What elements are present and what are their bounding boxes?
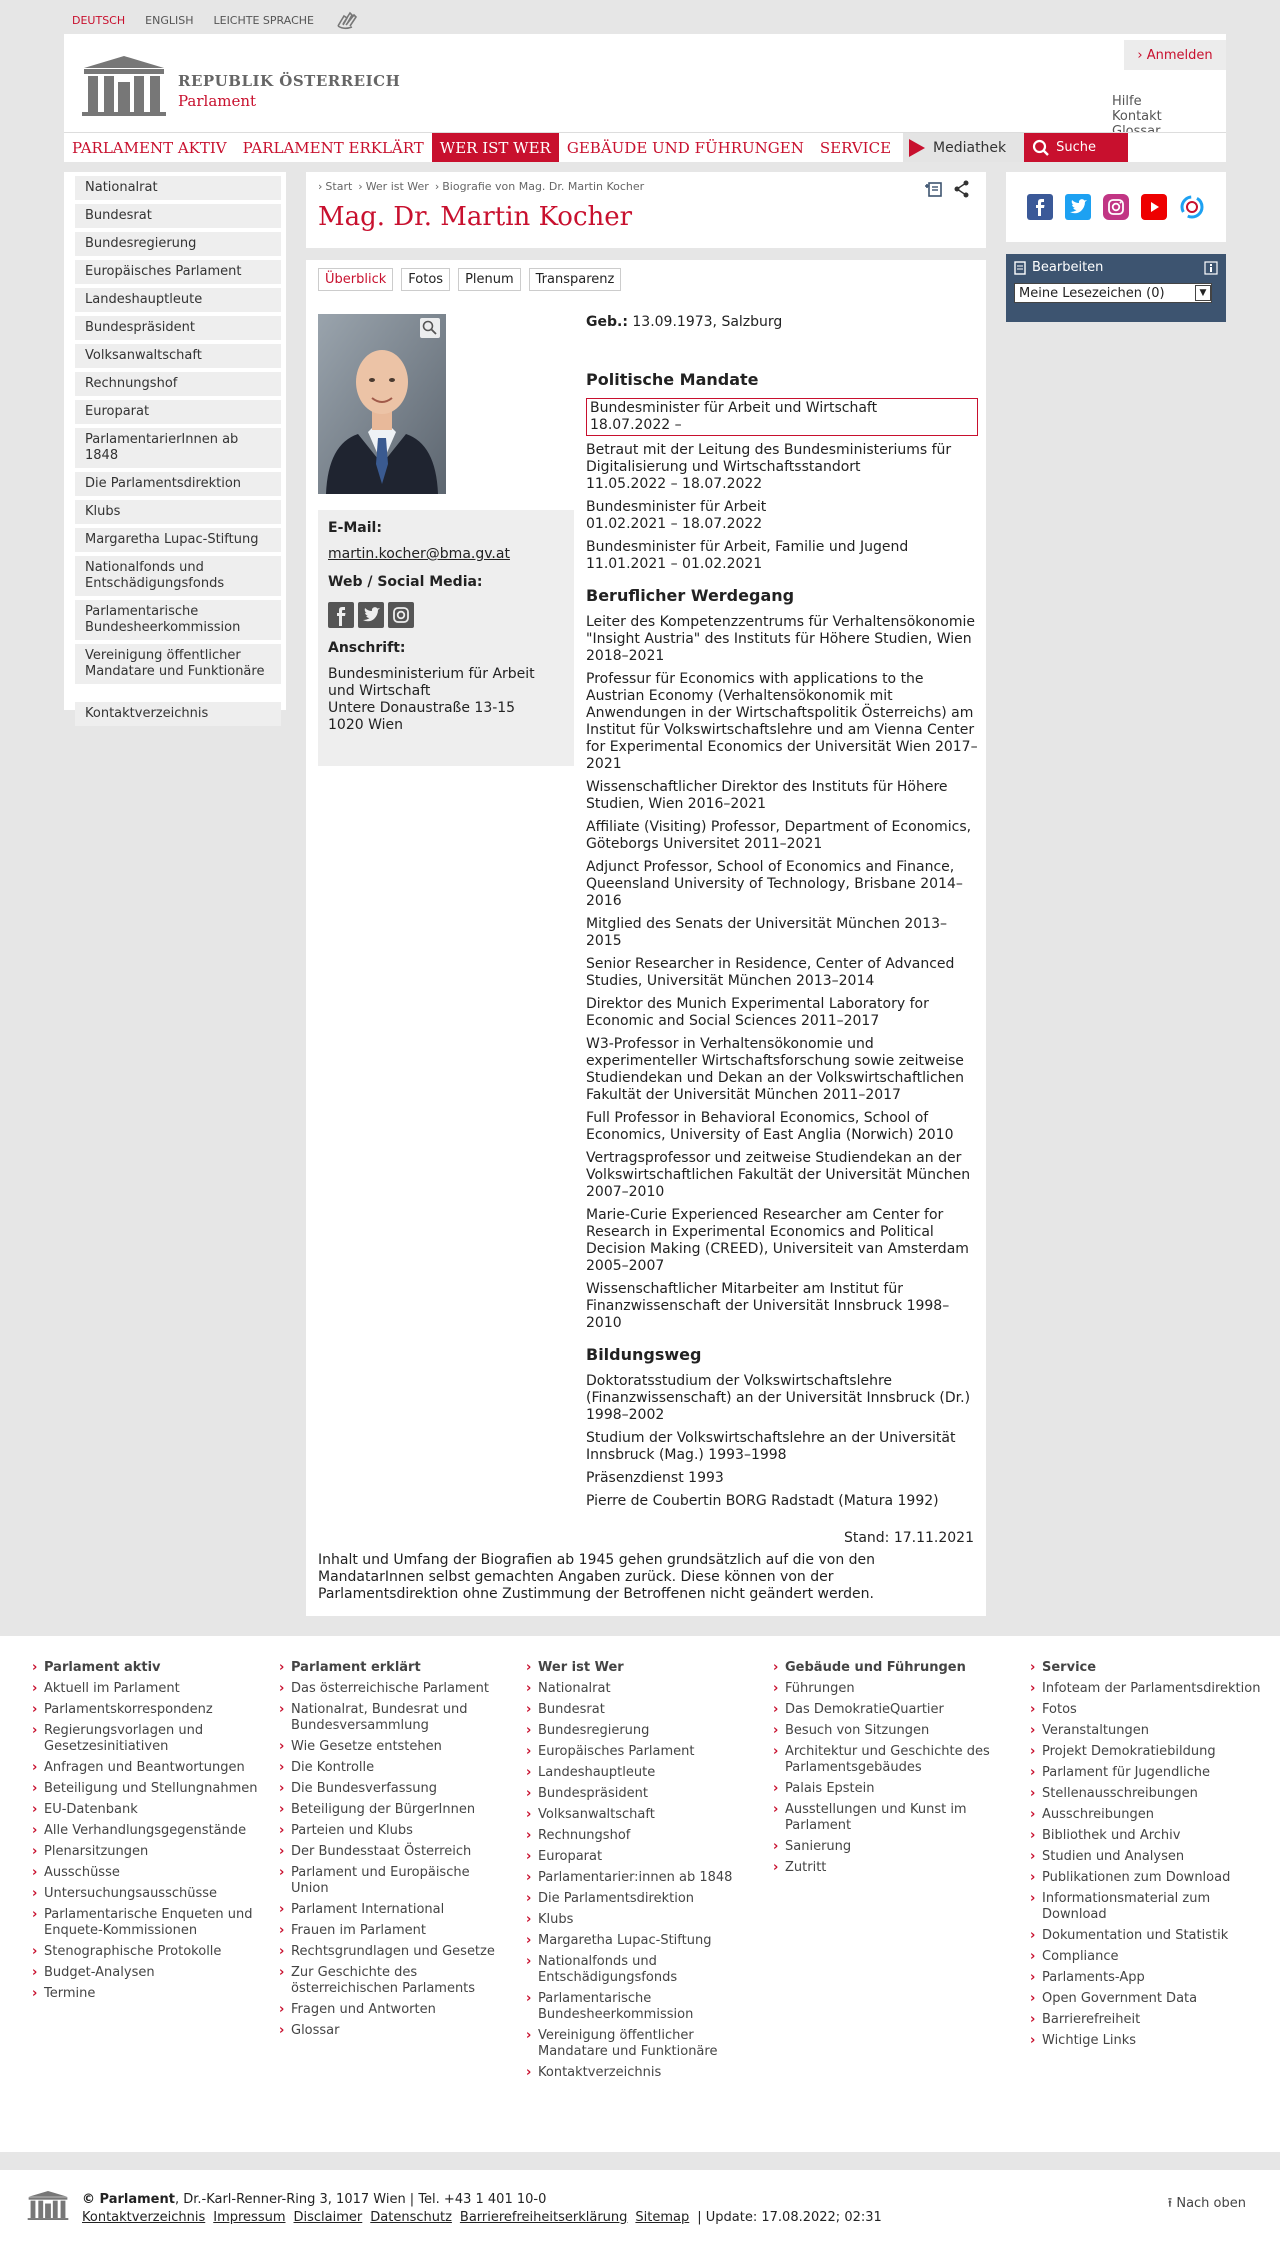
- twitter-icon[interactable]: [1065, 194, 1091, 220]
- chevron-down-icon: ▼: [1195, 285, 1211, 301]
- breadcrumb-wer-ist-wer[interactable]: › Wer ist Wer: [358, 180, 429, 193]
- footer-link[interactable]: › Studien und Analysen: [1042, 1849, 1262, 1865]
- footer-link[interactable]: › Bibliothek und Archiv: [1042, 1828, 1262, 1844]
- footer-link[interactable]: › Der Bundesstaat Österreich: [291, 1844, 511, 1860]
- update-info: | Update: 17.08.2022; 02:31: [697, 2210, 882, 2225]
- play-icon: [909, 139, 925, 157]
- link-sitemap[interactable]: Sitemap: [635, 2210, 690, 2225]
- footer-link[interactable]: › Margaretha Lupac-Stiftung: [538, 1933, 758, 1949]
- footer-heading[interactable]: › Service: [1042, 1660, 1262, 1675]
- footer-link[interactable]: › Zur Geschichte des österreichischen Parlaments: [291, 1965, 511, 1997]
- breadcrumb: [318, 180, 644, 193]
- info-icon[interactable]: [1204, 261, 1218, 275]
- footer-link[interactable]: › Stellenausschreibungen: [1042, 1786, 1262, 1802]
- logo-line-1: REPUBLIK ÖSTERREICH: [178, 72, 401, 90]
- footer-column-service: [1042, 1660, 1262, 2054]
- footer-link[interactable]: › Palais Epstein: [785, 1781, 1005, 1797]
- education-heading: Bildungsweg: [586, 1345, 702, 1364]
- career-heading: Beruflicher Werdegang: [586, 586, 795, 605]
- bookmark-add-icon[interactable]: [924, 180, 944, 198]
- footer-link[interactable]: › Untersuchungsausschüsse: [44, 1886, 264, 1902]
- facebook-icon[interactable]: [1027, 194, 1053, 220]
- footer-heading[interactable]: › Parlament aktiv: [44, 1660, 264, 1675]
- footer-column-wer-ist-wer: [538, 1660, 758, 2086]
- footer-link[interactable]: › Fragen und Antworten: [291, 2002, 511, 2018]
- footer-link[interactable]: › Kontaktverzeichnis: [538, 2065, 758, 2081]
- biography: [586, 314, 978, 1516]
- social-share-box: [1006, 172, 1226, 242]
- biography-content: [306, 260, 986, 1616]
- search-icon: [1032, 139, 1050, 157]
- last-updated: Stand: 17.11.2021: [843, 1530, 974, 1546]
- footer-heading[interactable]: › Gebäude und Führungen: [785, 1660, 1005, 1675]
- bio-entry: Bundesminister für Arbeit, Familie und Jugend 11.01.2021 – 01.02.2021: [586, 539, 909, 572]
- footer-link[interactable]: › Europarat: [538, 1849, 758, 1865]
- bio-entry: Professur für Economics with applications to the Austrian Economy (Verhaltensökonomik mit Anwendungen in der Wirtschaftspolitik Österreichs) am Institut für Volkswirtschaftslehre und am Vienna Center for Experimental Economics der Universität Wien 2017–2021: [586, 671, 978, 772]
- bio-entry: Präsenzdienst 1993: [586, 1470, 724, 1486]
- bio-entry: Doktoratsstudium der Volkswirtschaftslehre (Finanzwissenschaft) an der Universität Innsbruck (Dr.) 1998–2002: [586, 1373, 971, 1423]
- main-nav: [64, 132, 1226, 162]
- bio-entry: Wissenschaftlicher Mitarbeiter am Institut für Finanzwissenschaft der Universität Innsbruck 1998–2010: [586, 1281, 950, 1331]
- sidebar-item[interactable]: Europarat: [75, 400, 281, 424]
- footer-link[interactable]: › Infoteam der Parlamentsdirektion: [1042, 1681, 1262, 1697]
- sidebar-item[interactable]: Volksanwaltschaft: [75, 344, 281, 368]
- breadcrumb-current: › Biografie von Mag. Dr. Martin Kocher: [435, 180, 644, 193]
- footer-link[interactable]: › Das österreichische Parlament: [291, 1681, 511, 1697]
- footer-link[interactable]: › Termine: [44, 1986, 264, 2002]
- footer-link[interactable]: › Glossar: [291, 2023, 511, 2039]
- address: [328, 666, 564, 734]
- edit-title: Bearbeiten: [1032, 260, 1104, 275]
- bio-entry: Mitglied des Senats der Universität München 2013–2015: [586, 916, 948, 949]
- footer-address: [82, 2192, 546, 2207]
- footer-link[interactable]: › Parlament und Europäische Union: [291, 1865, 511, 1897]
- footer-link[interactable]: › Vereinigung öffentlicher Mandatare und Funktionäre: [538, 2028, 758, 2060]
- footer-link[interactable]: › Landeshauptleute: [538, 1765, 758, 1781]
- disclaimer: Inhalt und Umfang der Biografien ab 1945 gehen grundsätzlich auf die von den MandatarInnen selbst gemachten Angaben zurück. Diese können von der Parlamentsdirektion ohne Zustimmung der Betroffenen nicht geändert werden.: [318, 1552, 876, 1602]
- footer-link[interactable]: › Nationalrat: [538, 1681, 758, 1697]
- sidebar-item[interactable]: Bundesregierung: [75, 232, 281, 256]
- link-datenschutz[interactable]: Datenschutz: [370, 2210, 452, 2225]
- bio-entry: Adjunct Professor, School of Economics and Finance, Queensland University of Technology, Brisbane 2014–2016: [586, 859, 963, 909]
- sidebar-item[interactable]: Bundesrat: [75, 204, 281, 228]
- birth-info: [586, 314, 978, 331]
- footer-column-gebaeude: [785, 1660, 1005, 1881]
- footer-link[interactable]: › Wichtige Links: [1042, 2033, 1262, 2049]
- footer-link[interactable]: › Veranstaltungen: [1042, 1723, 1262, 1739]
- footer-link[interactable]: › Compliance: [1042, 1949, 1262, 1965]
- bio-entry: W3-Professor in Verhaltensökonomie und experimenteller Wirtschaftsforschung sowie zeitweise Studiendekan und Dekan an der Volkswirtschaftlichen Fakultät der Universität München 2011–2017: [586, 1036, 965, 1103]
- sidebar-spacer: [64, 688, 286, 702]
- footer-link[interactable]: › Parlaments-App: [1042, 1970, 1262, 1986]
- social-links: [328, 602, 564, 628]
- sidebar-item[interactable]: Margaretha Lupac-Stiftung: [75, 528, 281, 552]
- footer-link[interactable]: › Projekt Demokratiebildung: [1042, 1744, 1262, 1760]
- footer-link[interactable]: › Rechtsgrundlagen und Gesetze: [291, 1944, 511, 1960]
- bio-entry: Pierre de Coubertin BORG Radstadt (Matura 1992): [586, 1493, 939, 1509]
- logo-line-2: Parlament: [178, 92, 257, 110]
- nav-service[interactable]: SERVICE: [819, 138, 892, 157]
- sidebar: [64, 172, 286, 721]
- sidebar-item[interactable]: Die Parlamentsdirektion: [75, 472, 281, 496]
- footer-link[interactable]: › Ausstellungen und Kunst im Parlament: [785, 1802, 1005, 1834]
- link-disclaimer[interactable]: Disclaimer: [293, 2210, 363, 2225]
- bio-tabs: [318, 268, 621, 291]
- bookmarks-panel: [1006, 254, 1226, 322]
- footer-link[interactable]: › Wie Gesetze entstehen: [291, 1739, 511, 1755]
- bio-entry: Marie-Curie Experienced Researcher am Center for Research in Experimental Economics and Political Decision Making (CREED), Universiteit van Amsterdam 2005–2007: [586, 1207, 969, 1274]
- parlament-app-icon[interactable]: [1179, 194, 1205, 220]
- footer-link[interactable]: › Parlament International: [291, 1902, 511, 1918]
- bio-entry: Leiter des Kompetenzzentrums für Verhaltensökonomie "Insight Austria" des Instituts für Höhere Studien, Wien 2018–2021: [586, 614, 976, 664]
- sidebar-item[interactable]: Vereinigung öffentlicher Mandatare und Funktionäre: [75, 644, 281, 684]
- bio-entry: Wissenschaftlicher Direktor des Instituts für Höhere Studien, Wien 2016–2021: [586, 779, 948, 812]
- footer-link[interactable]: › Das DemokratieQuartier: [785, 1702, 1005, 1718]
- link-barrierefreiheitserklaerung[interactable]: Barrierefreiheitserklärung: [459, 2210, 628, 2225]
- bio-entry: Studium der Volkswirtschaftslehre an der Universität Innsbruck (Mag.) 1993–1998: [586, 1430, 956, 1463]
- bookmarks-select-value: Meine Lesezeichen (0): [1019, 285, 1165, 301]
- footer-link[interactable]: › Nationalrat, Bundesrat und Bundesversammlung: [291, 1702, 511, 1734]
- language-bar: [72, 12, 362, 28]
- education-list: [586, 1373, 978, 1510]
- footer-link[interactable]: › Informationsmaterial zum Download: [1042, 1891, 1262, 1923]
- tab-fotos[interactable]: Fotos: [401, 268, 450, 291]
- bio-entry: Betraut mit der Leitung des Bundesministeriums für Digitalisierung und Wirtschaftsstandort 11.05.2022 – 18.07.2022: [586, 442, 952, 492]
- address-line: 1020 Wien: [328, 717, 403, 733]
- title-box: [306, 172, 986, 248]
- sidebar-item-kontaktverzeichnis[interactable]: Kontaktverzeichnis: [75, 702, 281, 726]
- tab-ueberblick[interactable]: Überblick: [318, 268, 393, 291]
- footer-link[interactable]: › Barrierefreiheit: [1042, 2012, 1262, 2028]
- login-label: Anmelden: [1146, 47, 1213, 63]
- footer-link[interactable]: › Ausschüsse: [44, 1865, 264, 1881]
- nav-parlament-aktiv[interactable]: PARLAMENT AKTIV: [72, 138, 227, 157]
- footer-links: [82, 2210, 882, 2225]
- footer-link[interactable]: › Parlamentarische Enqueten und Enquete-Kommissionen: [44, 1907, 264, 1939]
- footer-link[interactable]: › Die Kontrolle: [291, 1760, 511, 1776]
- nav-parlament-erklaert[interactable]: PARLAMENT ERKLÄRT: [242, 138, 424, 157]
- footer-link[interactable]: › Parlamentarische Bundesheerkommission: [538, 1991, 758, 2023]
- lang-german-link[interactable]: DEUTSCH: [72, 13, 126, 27]
- footer-link[interactable]: › Regierungsvorlagen und Gesetzesinitiativen: [44, 1723, 264, 1755]
- web-social-label: Web / Social Media:: [328, 574, 483, 590]
- address-phone: , Dr.-Karl-Renner-Ring 3, 1017 Wien | Tel. +43 1 401 10-0: [174, 2192, 547, 2207]
- footer-link[interactable]: › Publikationen zum Download: [1042, 1870, 1262, 1886]
- footer-link[interactable]: › Open Government Data: [1042, 1991, 1262, 2007]
- mediathek-link[interactable]: [903, 133, 1024, 162]
- footer-link[interactable]: › Parlamentarier:innen ab 1848: [538, 1870, 758, 1886]
- footer-link[interactable]: › Die Parlamentsdirektion: [538, 1891, 758, 1907]
- footer-link[interactable]: › Besuch von Sitzungen: [785, 1723, 1005, 1739]
- search-button[interactable]: [1024, 133, 1128, 162]
- sidebar-item[interactable]: Europäisches Parlament: [75, 260, 281, 284]
- bio-entry: Direktor des Munich Experimental Laboratory for Economic and Social Sciences 2011–2017: [586, 996, 929, 1029]
- copyright: © Parlament: [82, 2192, 175, 2207]
- link-impressum[interactable]: Impressum: [213, 2210, 286, 2225]
- bio-entry: Full Professor in Behavioral Economics, School of Economics, University of East Anglia (Norwich) 2010: [586, 1110, 954, 1143]
- bookmark-icon: [1014, 261, 1026, 275]
- arrow-up-icon: ⭱: [1167, 2196, 1173, 2211]
- bio-entry: Vertragsprofessor und zeitweise Studiendekan an der Volkswirtschaftlichen Fakultät der Universität München 2007–2010: [586, 1150, 971, 1200]
- birth-value: 13.09.1973, Salzburg: [627, 314, 783, 330]
- footer-link[interactable]: › Europäisches Parlament: [538, 1744, 758, 1760]
- mediathek-label: Mediathek: [933, 139, 1007, 156]
- login-button[interactable]: › Anmelden: [1124, 40, 1226, 70]
- footer-link[interactable]: › Parlamentskorrespondenz: [44, 1702, 264, 1718]
- birth-label: Geb.:: [586, 314, 628, 330]
- sidebar-item[interactable]: Nationalrat: [75, 176, 281, 200]
- mandate-heading: Politische Mandate: [586, 370, 759, 389]
- back-to-top-link[interactable]: [1168, 2194, 1246, 2216]
- bio-entry: Bundesminister für Arbeit und Wirtschaft 18.07.2022 –: [586, 398, 978, 436]
- footer-link[interactable]: › Anfragen und Beantwortungen: [44, 1760, 264, 1776]
- footer: [0, 1636, 1280, 2152]
- nav-gebaeude-fuehrungen[interactable]: GEBÄUDE UND FÜHRUNGEN: [566, 138, 804, 157]
- help-link[interactable]: Hilfe: [1112, 94, 1142, 109]
- footer-link[interactable]: › Die Bundesverfassung: [291, 1781, 511, 1797]
- search-label: Suche: [1056, 140, 1097, 155]
- footer-link[interactable]: › Plenarsitzungen: [44, 1844, 264, 1860]
- nav-wer-ist-wer[interactable]: WER IST WER: [432, 133, 559, 162]
- sidebar-item[interactable]: Rechnungshof: [75, 372, 281, 396]
- page-title: Mag. Dr. Martin Kocher: [318, 202, 633, 232]
- lang-easy-link[interactable]: LEICHTE SPRACHE: [213, 13, 314, 27]
- footer-link[interactable]: › Nationalfonds und Entschädigungsfonds: [538, 1954, 758, 1986]
- email-label: E-Mail:: [328, 520, 382, 536]
- share-icon[interactable]: [954, 180, 970, 198]
- footer-heading[interactable]: › Parlament erklärt: [291, 1660, 511, 1675]
- link-kontaktverzeichnis[interactable]: Kontaktverzeichnis: [82, 2210, 206, 2225]
- footer-link[interactable]: › Aktuell im Parlament: [44, 1681, 264, 1697]
- sidebar-item[interactable]: Parlamentarische Bundesheerkommission: [75, 600, 281, 640]
- career-list: [586, 614, 978, 1332]
- footer-link[interactable]: › Bundespräsident: [538, 1786, 758, 1802]
- footer-link[interactable]: › Klubs: [538, 1912, 758, 1928]
- footer-link[interactable]: › Bundesrat: [538, 1702, 758, 1718]
- footer-link[interactable]: › Bundesregierung: [538, 1723, 758, 1739]
- footer-link[interactable]: › Sanierung: [785, 1839, 1005, 1855]
- footer-link[interactable]: › Architektur und Geschichte des Parlamentsgebäudes: [785, 1744, 1005, 1776]
- tab-plenum[interactable]: Plenum: [458, 268, 521, 291]
- youtube-icon[interactable]: [1141, 194, 1167, 220]
- lang-english-link[interactable]: ENGLISH: [145, 13, 194, 27]
- footer-link[interactable]: › EU-Datenbank: [44, 1802, 264, 1818]
- instagram-icon[interactable]: [1103, 194, 1129, 220]
- footer-link[interactable]: › Rechnungshof: [538, 1828, 758, 1844]
- footer-link[interactable]: › Parlament für Jugendliche: [1042, 1765, 1262, 1781]
- mandate-list: [586, 398, 978, 573]
- footer-heading[interactable]: › Wer ist Wer: [538, 1660, 758, 1675]
- twitter-icon[interactable]: [358, 602, 384, 628]
- contact-box: [318, 510, 574, 766]
- email-link[interactable]: martin.kocher@bma.gv.at: [328, 546, 510, 562]
- footer-link[interactable]: › Fotos: [1042, 1702, 1262, 1718]
- back-to-top-label: Nach oben: [1176, 2196, 1246, 2211]
- sidebar-item[interactable]: Bundespräsident: [75, 316, 281, 340]
- bio-entry: Bundesminister für Arbeit 01.02.2021 – 18.07.2022: [586, 499, 767, 532]
- parliament-logo[interactable]: [80, 54, 400, 116]
- address-line: Untere Donaustraße 13-15: [328, 700, 516, 716]
- facebook-icon[interactable]: [328, 602, 354, 628]
- footer-link[interactable]: › Ausschreibungen: [1042, 1807, 1262, 1823]
- footer-link[interactable]: › Stenographische Protokolle: [44, 1944, 264, 1960]
- portrait-photo[interactable]: [318, 314, 446, 494]
- address-label: Anschrift:: [328, 640, 406, 656]
- bio-entry: Senior Researcher in Residence, Center of Advanced Studies, Universität München 2013–2014: [586, 956, 955, 989]
- sidebar-item[interactable]: Landeshauptleute: [75, 288, 281, 312]
- parliament-building-icon: [26, 2190, 70, 2220]
- footer-column-parlament-erklaert: [291, 1660, 511, 2044]
- footer-column-parlament-aktiv: [44, 1660, 264, 2007]
- instagram-icon[interactable]: [388, 602, 414, 628]
- bio-entry: Affiliate (Visiting) Professor, Department of Economics, Göteborgs Universitet 2011–2021: [586, 819, 972, 852]
- address-line: Bundesministerium für Arbeit und Wirtschaft: [328, 666, 535, 699]
- parliament-building-icon: [80, 54, 168, 116]
- bottom-bar: [0, 2170, 1280, 2246]
- footer-link[interactable]: › Führungen: [785, 1681, 1005, 1697]
- footer-link[interactable]: › Zutritt: [785, 1860, 1005, 1876]
- footer-link[interactable]: › Beteiligung und Stellungnahmen: [44, 1781, 264, 1797]
- footer-link[interactable]: › Budget-Analysen: [44, 1965, 264, 1981]
- breadcrumb-start[interactable]: › Start: [318, 180, 352, 193]
- sign-language-icon[interactable]: [334, 10, 362, 30]
- footer-link[interactable]: › Volksanwaltschaft: [538, 1807, 758, 1823]
- bookmarks-select[interactable]: [1014, 283, 1212, 303]
- footer-link[interactable]: › Alle Verhandlungsgegenstände: [44, 1823, 264, 1839]
- tab-transparenz[interactable]: Transparenz: [529, 268, 622, 291]
- sidebar-item[interactable]: ParlamentarierInnen ab 1848: [75, 428, 281, 468]
- sidebar-item[interactable]: Nationalfonds und Entschädigungsfonds: [75, 556, 281, 596]
- footer-link[interactable]: › Beteiligung der BürgerInnen: [291, 1802, 511, 1818]
- header: [64, 34, 1226, 134]
- contact-link[interactable]: Kontakt: [1112, 109, 1162, 124]
- footer-link[interactable]: › Dokumentation und Statistik: [1042, 1928, 1262, 1944]
- sidebar-item[interactable]: Klubs: [75, 500, 281, 524]
- title-actions: [924, 180, 970, 198]
- footer-link[interactable]: › Parteien und Klubs: [291, 1823, 511, 1839]
- footer-link[interactable]: › Frauen im Parlament: [291, 1923, 511, 1939]
